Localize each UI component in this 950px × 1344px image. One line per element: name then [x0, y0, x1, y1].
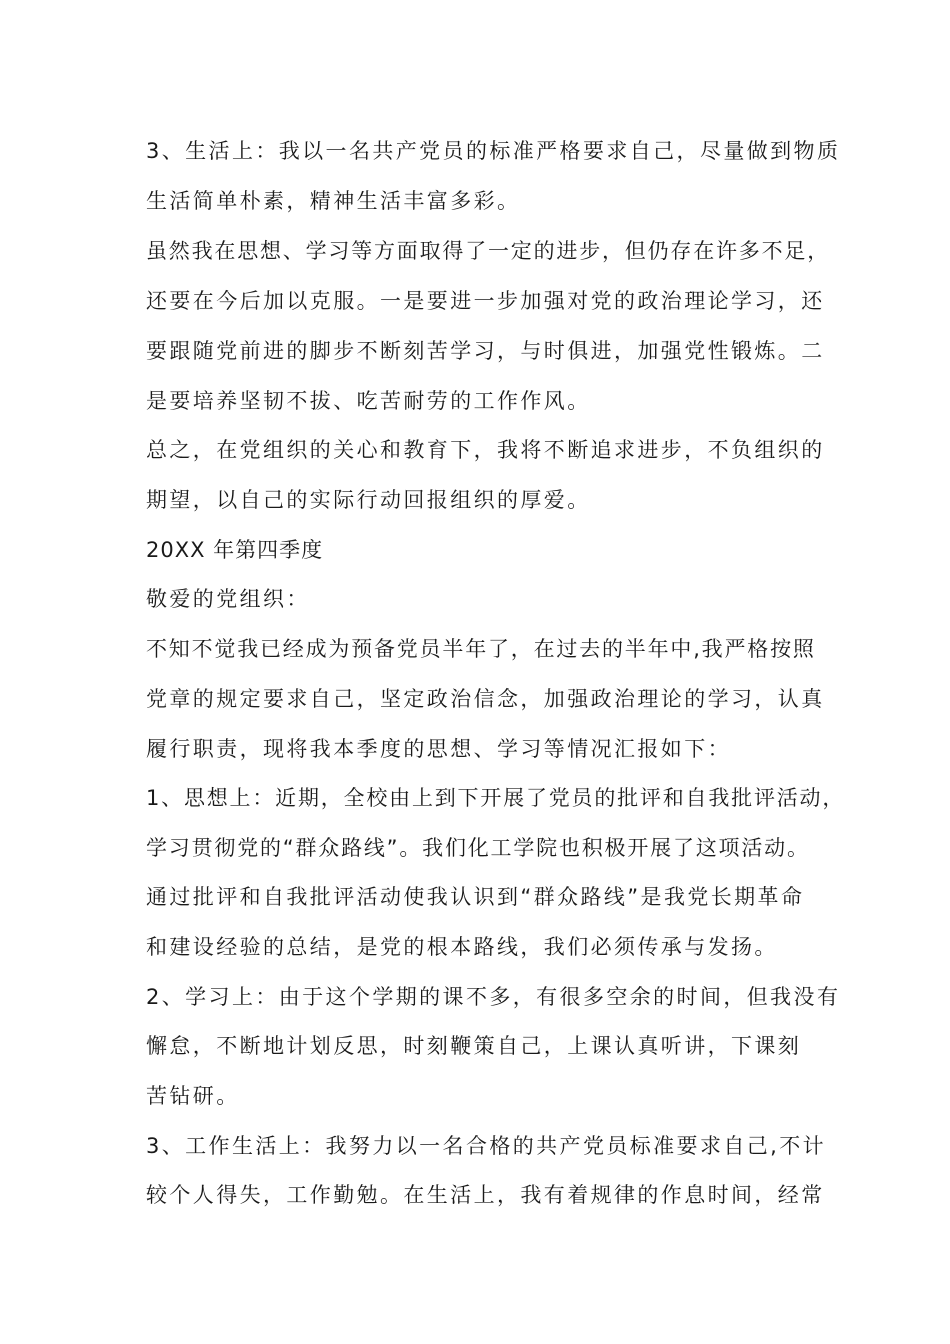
text-line: 和建设经验的总结，是党的根本路线，我们必须传承与发扬。 — [146, 935, 778, 959]
text-line: 党章的规定要求自己，坚定政治信念，加强政治理论的学习，认真 — [146, 687, 825, 711]
text-line: 2、学习上：由于这个学期的课不多，有很多空余的时间，但我没有 — [146, 985, 841, 1009]
text-line: 学习贯彻党的“群众路线”。我们化工学院也积极开展了这项活动。 — [146, 836, 810, 860]
section-heading: 20XX 年第四季度 — [146, 538, 324, 562]
text-line: 生活简单朴素，精神生活丰富多彩。 — [146, 189, 521, 213]
text-line: 1、思想上：近期，全校由上到下开展了党员的批评和自我批评活动， — [146, 786, 846, 810]
text-line: 还要在今后加以克服。一是要进一步加强对党的政治理论学习，还 — [146, 289, 825, 313]
text-line: 虽然我在思想、学习等方面取得了一定的进步，但仍存在许多不足， — [146, 239, 830, 263]
text-line: 较个人得失，工作勤勉。在生活上，我有着规律的作息时间，经常 — [146, 1183, 825, 1207]
salutation: 敬爱的党组织： — [146, 587, 310, 611]
text-line: 履行职责，现将我本季度的思想、学习等情况汇报如下： — [146, 737, 731, 761]
text-line: 苦钻研。 — [146, 1084, 240, 1108]
text-line: 期望，以自己的实际行动回报组织的厚爱。 — [146, 488, 591, 512]
text-line: 懈怠，不断地计划反思，时刻鞭策自己，上课认真听讲，下课刻 — [146, 1034, 802, 1058]
text-line: 3、生活上：我以一名共产党员的标准严格要求自己，尽量做到物质 — [146, 139, 841, 163]
text-line: 不知不觉我已经成为预备党员半年了，在过去的半年中,我严格按照 — [146, 637, 816, 661]
text-line: 是要培养坚韧不拔、吃苦耐劳的工作作风。 — [146, 389, 591, 413]
text-line: 总之，在党组织的关心和教育下，我将不断追求进步，不负组织的 — [146, 438, 825, 462]
text-line: 3、工作生活上：我努力以一名合格的共产党员标准要求自己,不计 — [146, 1134, 827, 1158]
text-line: 要跟随党前进的脚步不断刻苦学习，与时俱进，加强党性锻炼。二 — [146, 339, 825, 363]
text-line: 通过批评和自我批评活动使我认识到“群众路线”是我党长期革命 — [146, 885, 805, 909]
